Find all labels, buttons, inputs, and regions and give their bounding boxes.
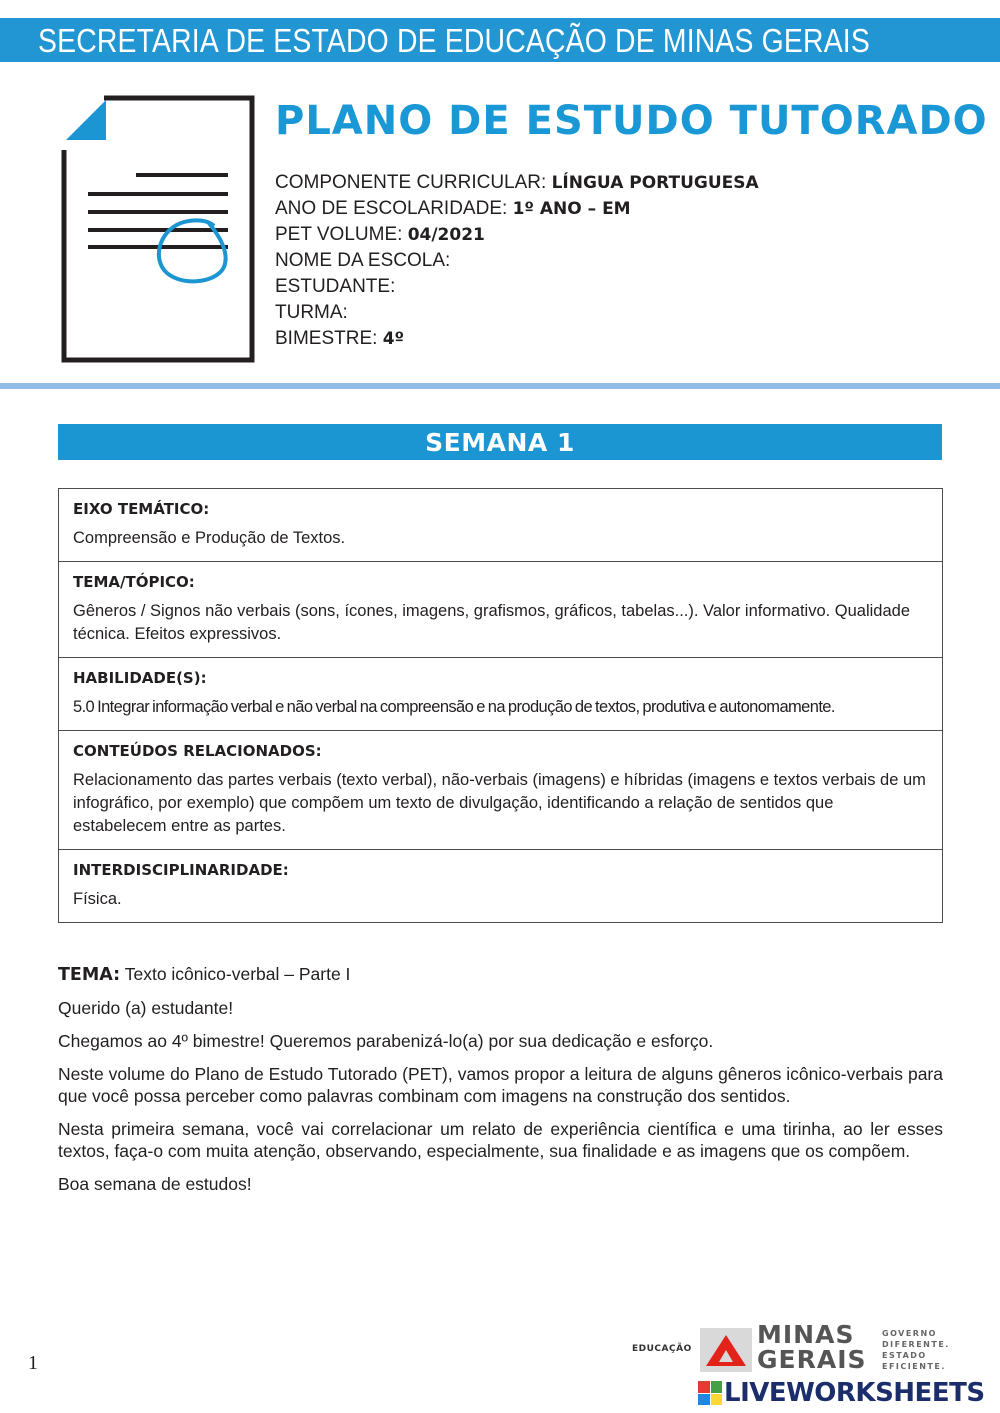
header-banner	[0, 18, 1000, 62]
section-interdisciplinaridade	[59, 850, 943, 923]
section-text: Compreensão e Produção de Textos.	[73, 529, 346, 547]
document-icon	[58, 92, 258, 368]
section-label: TEMA/TÓPICO:	[73, 573, 195, 591]
field-pet-volume: PET VOLUME: 04/2021	[275, 224, 485, 245]
section-habilidades	[59, 658, 943, 731]
section-tema	[59, 562, 943, 658]
main-title: PLANO DE ESTUDO TUTORADO	[275, 98, 988, 144]
section-text: Gêneros / Signos não verbais (sons, ícones, imagens, grafismos, gráficos, tabelas...). Valor informativo. Qualidade técnica. Efeitos expressivos.	[73, 602, 911, 643]
liveworksheets-icon	[698, 1381, 722, 1405]
paragraph-4: Boa semana de estudos!	[58, 1174, 252, 1194]
section-text: Relacionamento das partes verbais (texto verbal), não-verbais (imagens) e híbridas (imagens e textos verbais de um infográfico, por exemplo) que compõem um texto de divulgação, identificando a relação de sentidos que estabelecem entre as partes.	[73, 771, 926, 835]
field-estudante: ESTUDANTE:	[275, 276, 396, 297]
paragraph-2: Neste volume do Plano de Estudo Tutorado (PET), vamos propor a leitura de alguns gêneros icônico-verbais para que você possa perceber como palavras combinam com imagens na construção dos sentidos.	[58, 1064, 943, 1106]
field-turma: TURMA:	[275, 302, 348, 323]
header-fields	[275, 170, 759, 352]
section-label: HABILIDADE(S):	[73, 669, 207, 687]
mg-triangle-icon	[700, 1328, 752, 1372]
paragraph-1: Chegamos ao 4º bimestre! Queremos parabenizá-lo(a) por sua dedicação e esforço.	[58, 1031, 714, 1051]
section-text: Física.	[73, 890, 122, 908]
week-heading: SEMANA 1	[58, 424, 942, 460]
body-text	[58, 963, 943, 1206]
section-eixo	[59, 489, 943, 562]
field-escola: NOME DA ESCOLA:	[275, 250, 451, 271]
field-bimestre: BIMESTRE: 4º	[275, 328, 405, 349]
governo-tagline: GOVERNO DIFERENTE. ESTADO EFICIENTE.	[882, 1329, 950, 1371]
field-componente: COMPONENTE CURRICULAR: LÍNGUA PORTUGUESA	[275, 172, 759, 193]
section-text: 5.0 Integrar informação verbal e não verbal na compreensão e na produção de textos, produtiva e autonomamente.	[73, 698, 835, 716]
section-label: INTERDISCIPLINARIDADE:	[73, 861, 289, 879]
field-ano: ANO DE ESCOLARIDADE: 1º ANO – EM	[275, 198, 631, 219]
educacao-label: EDUCAÇÃO	[632, 1344, 692, 1354]
section-label: EIXO TEMÁTICO:	[73, 500, 210, 518]
mg-logo-box	[700, 1328, 752, 1372]
secretaria-title: SECRETARIA DE ESTADO DE EDUCAÇÃO DE MINAS GERAIS	[38, 22, 870, 59]
minas-gerais-logo: MINAS GERAIS	[757, 1320, 867, 1374]
section-conteudos	[59, 731, 943, 850]
separator-line	[0, 383, 1000, 389]
liveworksheets-text: LIVEWORKSHEETS	[724, 1378, 985, 1408]
info-table	[58, 488, 943, 923]
section-label: CONTEÚDOS RELACIONADOS:	[73, 742, 322, 760]
greeting: Querido (a) estudante!	[58, 998, 234, 1018]
page-number: 1	[28, 1352, 38, 1374]
paragraph-3: Nesta primeira semana, você vai correlacionar um relato de experiência científica e uma tirinha, ao ler esses textos, faça-o com muita atenção, observando, especialmente, sua finalidade e as imagens que os compõem.	[58, 1119, 943, 1161]
tema-line: TEMA: Texto icônico-verbal – Parte I	[58, 964, 351, 985]
